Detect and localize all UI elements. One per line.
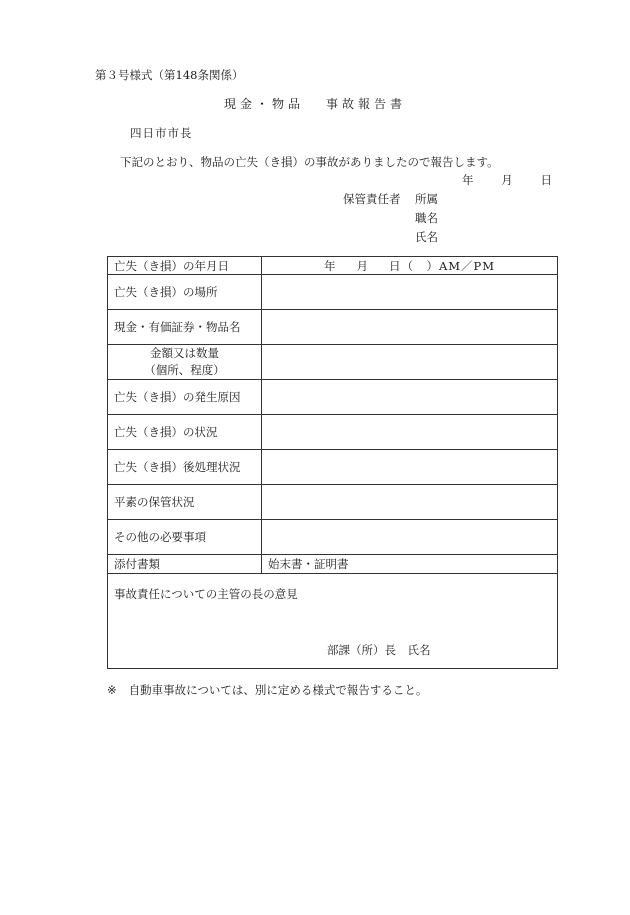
label-storage-status: 平素の保管状況 (108, 485, 262, 520)
table-row (108, 275, 558, 310)
title-part-cash-goods: 現金・物品 (223, 97, 304, 111)
table-row (108, 380, 558, 415)
table-row-date (108, 257, 558, 275)
value-storage-status[interactable] (262, 485, 558, 520)
signature-name-label: 氏名 (415, 230, 438, 244)
table-row (108, 485, 558, 520)
date-day-label: 日 (540, 173, 552, 187)
table-row (108, 415, 558, 450)
opinion-signature-label: 部課（所）長 氏名 (327, 643, 431, 657)
date-month-label: 月 (501, 173, 513, 187)
value-cause[interactable] (262, 380, 558, 415)
table-row (108, 345, 558, 380)
label-amount-line2: （個所、程度） (144, 363, 225, 377)
title-part-accident-report: 事故報告書 (326, 97, 407, 111)
value-other-matters[interactable] (262, 520, 558, 555)
value-after-handling[interactable] (262, 450, 558, 485)
label-situation: 亡失（き損）の状況 (108, 415, 262, 450)
label-item-name: 現金・有価証券・物品名 (108, 310, 262, 345)
label-attachments: 添付書類 (108, 555, 262, 574)
value-situation[interactable] (262, 415, 558, 450)
label-other-matters: その他の必要事項 (108, 520, 262, 555)
report-date (462, 172, 552, 188)
value-item-name[interactable] (262, 310, 558, 345)
addressee: 四日市市長 (130, 126, 193, 140)
table-row (108, 450, 558, 485)
page-title (0, 95, 630, 112)
value-loss-place[interactable] (262, 275, 558, 310)
value-attachments[interactable]: 始末書・証明書 (262, 555, 558, 574)
label-after-handling: 亡失（き損）後処理状況 (108, 450, 262, 485)
label-amount-line1: 金額又は数量 (150, 346, 219, 360)
date-year-label: 年 (462, 173, 474, 187)
signature-affiliation-label: 所属 (415, 192, 438, 206)
table-row-opinion (108, 574, 558, 669)
value-amount-quantity[interactable] (262, 345, 558, 380)
loss-date-month: 月 (356, 258, 369, 273)
intro-text: 下記のとおり、物品の亡失（き損）の事故がありましたので報告します。 (120, 155, 499, 169)
label-loss-date: 亡失（き損）の年月日 (108, 257, 262, 275)
value-loss-date[interactable] (262, 257, 558, 275)
label-amount-quantity (108, 345, 262, 380)
footnote (107, 682, 427, 698)
note-text: 自動車事故については、別に定める様式で報告すること。 (128, 683, 428, 697)
form-number: 第３号様式（第148条関係） (95, 68, 244, 82)
signature-role: 保管責任者 (343, 192, 401, 206)
loss-date-day-ampm: 日（ ）AM／PM (388, 258, 496, 273)
table-row (108, 310, 558, 345)
note-mark: ※ (107, 683, 117, 697)
report-table (107, 256, 558, 669)
label-cause: 亡失（き損）の発生原因 (108, 380, 262, 415)
table-row (108, 520, 558, 555)
opinion-box[interactable] (108, 574, 558, 669)
table-row-attachments (108, 555, 558, 574)
label-loss-place: 亡失（き損）の場所 (108, 275, 262, 310)
signature-position-label: 職名 (415, 211, 438, 225)
loss-date-year: 年 (323, 258, 337, 273)
opinion-label: 事故責任についての主管の長の意見 (114, 587, 298, 601)
